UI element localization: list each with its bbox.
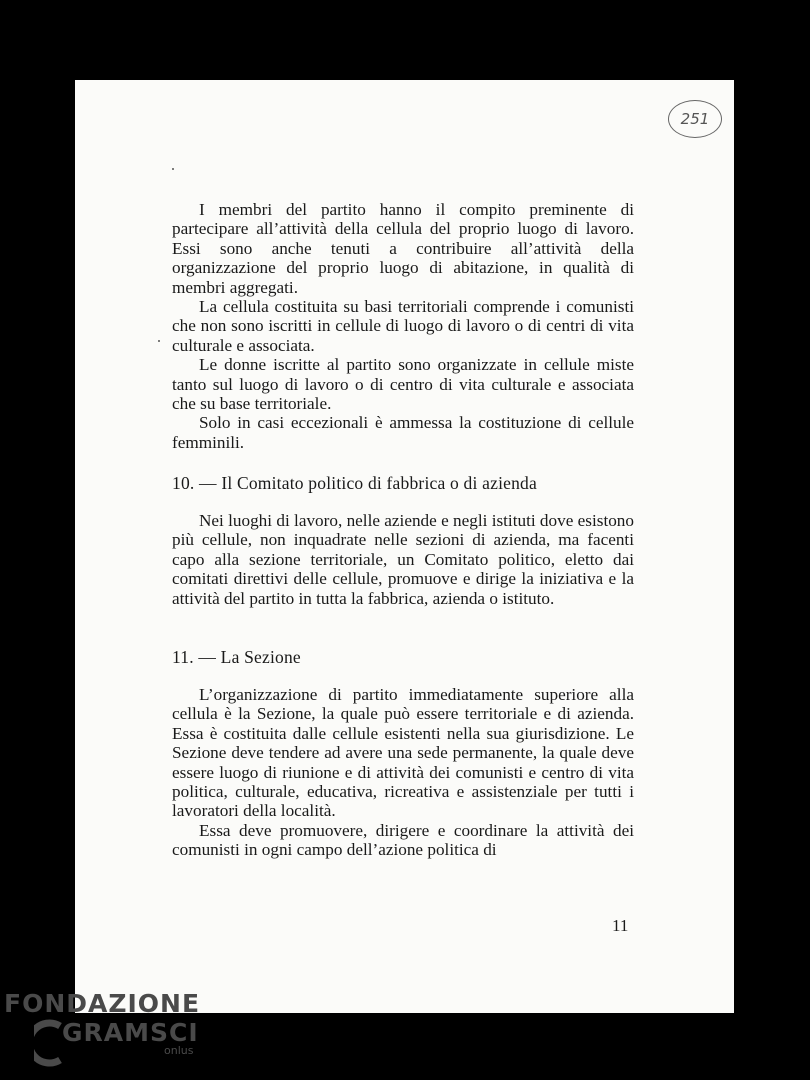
section-11-text [172,685,634,860]
paragraph: I membri del partito hanno il compito preminente di partecipare all’attività della cellula del proprio luogo di lavoro. Essi sono anche tenuti a contribuire all’attività della organizzazione del proprio luogo di abitazione, in qualità di membri aggregati. [172,200,634,297]
watermark-logo [4,990,200,1057]
section-10-text [172,511,634,608]
paragraph: L’organizzazione di partito immediatamente superiore alla cellula è la Sezione, la quale può essere territoriale e di azienda. Essa è costituita dalle cellule esistenti nella sua giurisdizione. Le Sezione deve tendere ad avere una sede permanente, la quale deve essere luogo di riunione e di attività dei comunisti e centro di vita politica, culturale, educativa, ricreativa e assistenziale per tutti i lavoratori della località. [172,685,634,821]
speck [158,340,160,342]
paragraph: Nei luoghi di lavoro, nelle aziende e negli istituti dove esistono più cellule, non inquadrate nelle sezioni di azienda, ma facenti capo alla sezione territoriale, un Comitato politico, eletto dai comitati direttivi delle cellule, promuove e dirige la iniziativa e la attività del partito in tutta la fabbrica, azienda o istituto. [172,511,634,608]
watermark-line2: GRAMSCI [62,1018,199,1047]
paragraph: Le donne iscritte al partito sono organizzate in cellule miste tanto sul luogo di lavoro o di centro di vita culturale e associata che su base territoriale. [172,355,634,414]
intro-text [172,200,634,452]
page-number: 11 [612,916,629,935]
paragraph: Essa deve promuovere, dirigere e coordinare la attività dei comunisti in ogni campo dell’azione politica di [172,820,634,860]
archive-number-stamp [668,100,722,138]
speck [172,168,174,170]
logo-g-icon [34,1018,64,1068]
paragraph: La cellula costituita su basi territoriali comprende i comunisti che non sono iscritti in cellule di luogo di lavoro o di centri di vita culturale e associata. [172,297,634,355]
archive-number: 251 [680,110,710,128]
section-11-heading: 11. — La Sezione [172,647,301,667]
paragraph: Solo in casi eccezionali è ammessa la costituzione di cellule femminili. [172,413,634,452]
watermark-line1: FONDAZIONE [4,989,201,1018]
watermark-line3: onlus [164,1044,194,1057]
section-10-heading: 10. — Il Comitato politico di fabbrica o di azienda [172,473,537,493]
